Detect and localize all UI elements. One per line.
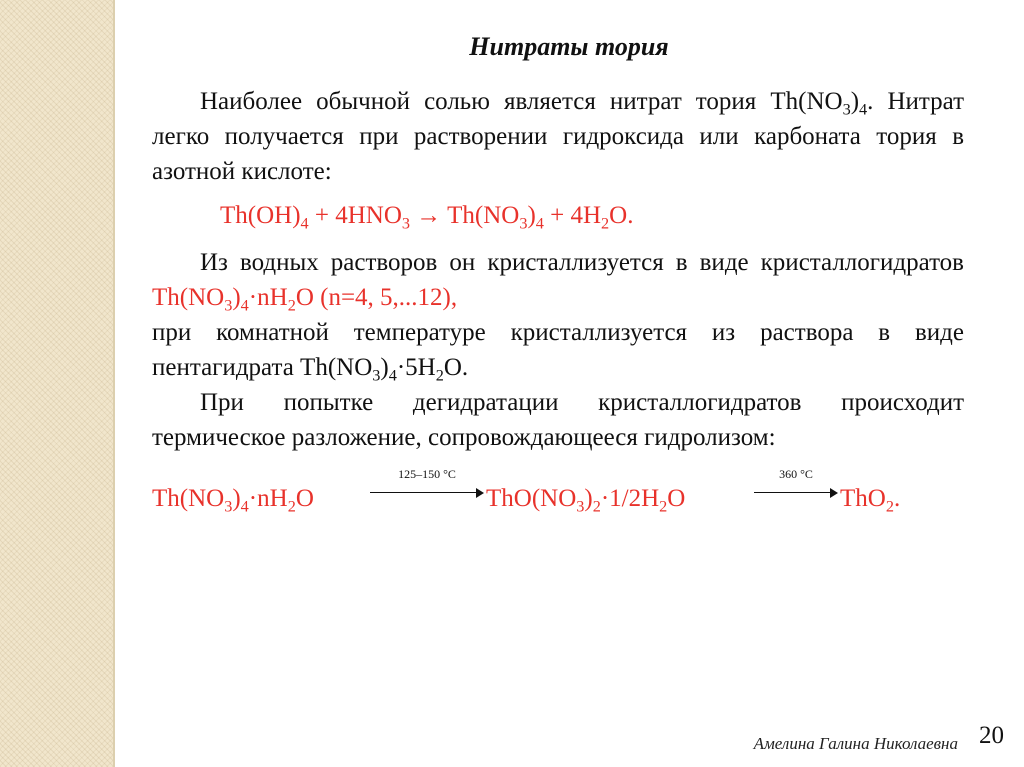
formula-part: ThO(NO (486, 485, 577, 512)
subscript: 4 (300, 214, 309, 233)
subscript: 3 (519, 214, 528, 233)
formula-part: ) (584, 485, 593, 512)
slide-body (152, 84, 964, 521)
formula-part: O (667, 485, 686, 512)
reaction-arrow-2 (754, 465, 838, 511)
subscript: 4 (535, 214, 544, 233)
subscript: 3 (401, 214, 411, 233)
formula-part: . (893, 485, 901, 512)
text-segment: ) (380, 354, 389, 381)
slide-title: Нитраты тория (469, 32, 669, 61)
paragraph-crystallization (152, 245, 964, 315)
formula-part: O (n=4, 5,...12), (295, 284, 458, 311)
formula-intermediate (486, 481, 685, 516)
formula-part: O (295, 485, 314, 512)
decorative-left-stripe (0, 0, 113, 767)
formula-hydrate (152, 481, 314, 516)
stripe-divider (113, 0, 115, 767)
formula-part: ·1/2H (600, 485, 660, 512)
formula-part: ThO (840, 485, 886, 512)
subscript: 4 (240, 497, 249, 516)
author-name: Амелина Галина Николаевна (753, 734, 958, 753)
text-segment: при комнатной температуре кристаллизуется из раствора в виде пентагидрата Th(NO (152, 319, 964, 381)
formula-part: → Th(NO (410, 202, 520, 229)
arrow-head-icon (476, 488, 484, 498)
subscript: 4 (240, 296, 249, 315)
formula-part: Th(OH) (220, 202, 301, 229)
paragraph-intro (152, 84, 964, 189)
subscript: 3 (842, 100, 851, 119)
formula-oxide (840, 481, 900, 516)
formula-part: ) (527, 202, 536, 229)
subscript: 3 (372, 366, 381, 385)
page-number: 20 (979, 722, 1004, 749)
formula-part: + 4H (543, 202, 602, 229)
subscript: 2 (659, 497, 668, 516)
formula-part: Th(NO (152, 284, 225, 311)
paragraph-pentahydrate (152, 315, 964, 385)
formula-part: + 4HNO (308, 202, 402, 229)
reaction-arrow-1 (370, 465, 484, 511)
text-segment: ·5H (396, 354, 436, 381)
subscript: 3 (576, 497, 585, 516)
decomposition-chain (152, 465, 964, 521)
arrow-temperature-label: 360 °С (779, 467, 813, 481)
paragraph-dehydration: При попытке дегидратации кристаллогидратов происходит термическое разложение, сопровождающееся гидролизом: (152, 389, 964, 451)
formula-part: ·nH (248, 485, 288, 512)
formula-part: ) (232, 485, 241, 512)
subscript: 2 (601, 214, 610, 233)
arrow-line (370, 492, 478, 493)
text-segment: Наиболее обычной солью является нитрат тория Th(NO (200, 88, 843, 115)
equation-dissolution (152, 198, 964, 233)
subscript: 3 (224, 296, 233, 315)
formula-part: ·nH (248, 284, 288, 311)
arrow-temperature-label: 125–150 °С (398, 467, 456, 481)
text-segment: O. (443, 354, 469, 381)
subscript: 2 (287, 497, 296, 516)
text-segment: Из водных растворов он кристаллизуется в виде кристаллогидратов (200, 249, 964, 276)
subscript: 2 (592, 497, 601, 516)
formula-part: O. (609, 202, 634, 229)
subscript: 2 (435, 366, 444, 385)
arrow-line (754, 492, 832, 493)
subscript: 4 (388, 366, 397, 385)
arrow-head-icon (830, 488, 838, 498)
text-segment: . Нитрат легко получается при растворении гидроксида или карбоната тория в азотной кислоте: (152, 88, 964, 185)
text-segment: ) (850, 88, 860, 115)
subscript: 3 (224, 497, 233, 516)
subscript: 2 (287, 296, 296, 315)
subscript: 2 (885, 497, 894, 516)
formula-hydrates (152, 284, 458, 315)
formula-part: ) (232, 284, 241, 311)
formula-part: Th(NO (152, 485, 225, 512)
subscript: 4 (859, 100, 868, 119)
